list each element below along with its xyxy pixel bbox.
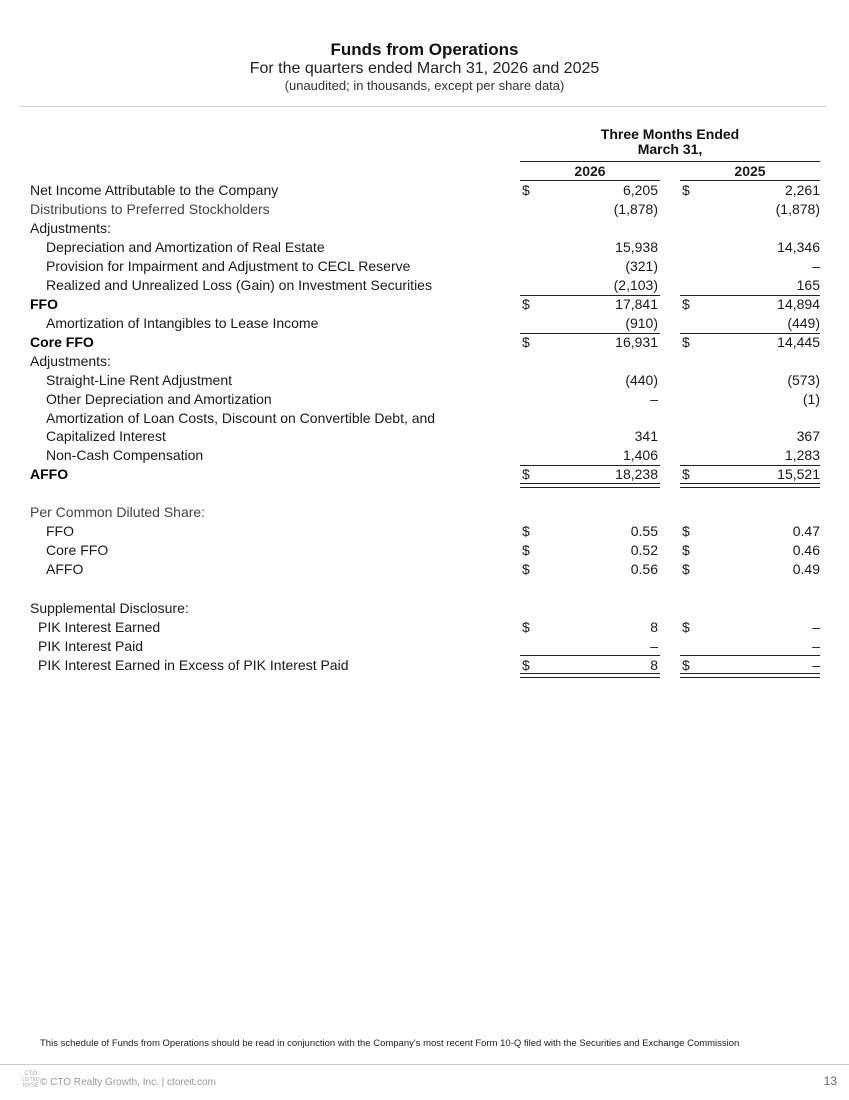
page-header <box>0 40 849 94</box>
double-underline <box>520 673 660 678</box>
table-row: Straight-Line Rent Adjustment (440) (573) <box>46 372 820 388</box>
table-row: Amortization of Loan Costs, Discount on Convertible Debt, and <box>46 410 436 426</box>
page-title: Funds from Operations <box>330 40 519 59</box>
section-label: Adjustments: <box>30 220 111 236</box>
footnote: This schedule of Funds from Operations should be read in conjunction with the Company's most recent Form 10-Q filed with the Securities and Exchange Commission <box>40 1038 740 1049</box>
double-underline <box>680 483 820 488</box>
double-underline <box>680 673 820 678</box>
table-row: FFO $ 0.55 $ 0.47 <box>46 523 820 539</box>
table-row: PIK Interest Earned in Excess of PIK Interest Paid $ 8 $ – <box>38 657 820 673</box>
table-row: Core FFO $ 0.52 $ 0.46 <box>46 542 820 558</box>
table-row: Realized and Unrealized Loss (Gain) on Investment Securities (2,103) 165 <box>46 277 820 293</box>
section-label: Supplemental Disclosure: <box>30 600 189 616</box>
total-row-ffo: FFO $ 17,841 $ 14,894 <box>30 296 820 312</box>
units-note: (unaudited; in thousands, except per share data) <box>284 78 565 93</box>
column-header-2025: 2025 <box>734 163 766 179</box>
table-row: Provision for Impairment and Adjustment to CECL Reserve (321) – <box>46 258 820 274</box>
table-row: Depreciation and Amortization of Real Estate 15,938 14,346 <box>46 239 820 255</box>
page-number: 13 <box>823 1074 837 1088</box>
column-header-2026: 2026 <box>574 163 606 179</box>
table-row: Distributions to Preferred Stockholders (1,878) (1,878) <box>30 201 820 217</box>
table-row: Non-Cash Compensation 1,406 1,283 <box>46 447 820 463</box>
table-row: Amortization of Intangibles to Lease Income (910) (449) <box>46 315 820 331</box>
header-divider <box>20 106 826 107</box>
total-row-affo: AFFO $ 18,238 $ 15,521 <box>30 466 820 482</box>
table-row: Other Depreciation and Amortization – (1) <box>46 391 820 407</box>
column-group-underline <box>520 161 820 162</box>
total-row-core-ffo: Core FFO $ 16,931 $ 14,445 <box>30 334 820 350</box>
double-underline <box>520 483 660 488</box>
table-row: PIK Interest Earned $ 8 $ – <box>38 619 820 635</box>
section-label: Per Common Diluted Share: <box>30 504 206 520</box>
copyright-link[interactable]: © CTO Realty Growth, Inc. | ctoreit.com <box>40 1077 216 1088</box>
section-label: Adjustments: <box>30 353 111 369</box>
table-row: AFFO $ 0.56 $ 0.49 <box>46 561 820 577</box>
column-group-header: Three Months Ended March 31, <box>600 126 740 157</box>
table-row: PIK Interest Paid – – <box>38 638 820 654</box>
table-row: Net Income Attributable to the Company $ 6,205 $ 2,261 <box>30 182 820 198</box>
footer-divider <box>0 1064 849 1065</box>
page-subtitle: For the quarters ended March 31, 2026 and 2025 <box>249 60 600 77</box>
table-row: Capitalized Interest 341 367 <box>46 428 820 444</box>
nyse-listed-logo-icon: CTO LISTED NYSE <box>22 1071 40 1089</box>
